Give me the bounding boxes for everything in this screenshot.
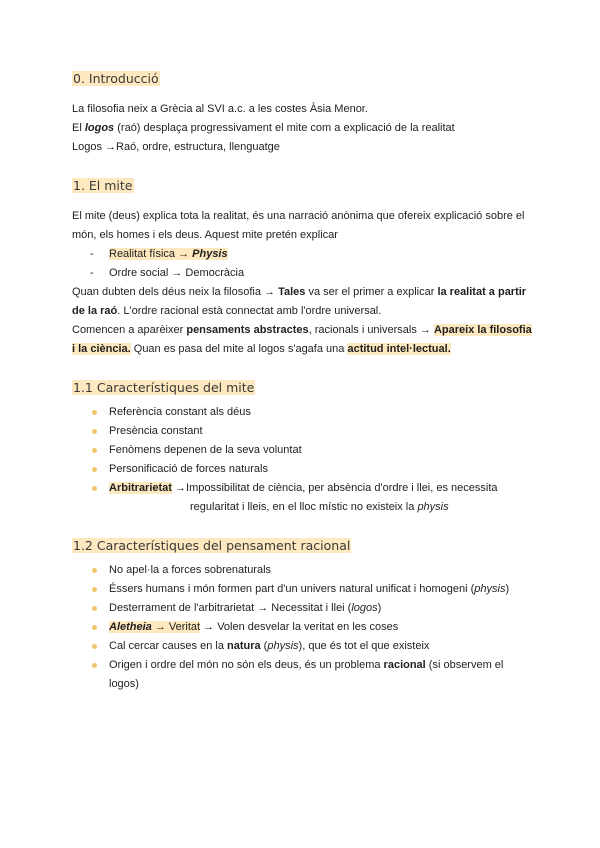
list-item: Referència constant als déus	[72, 403, 532, 422]
list-item: - Realitat física → Physis	[72, 245, 532, 264]
intro-line-1: La filosofia neix a Grècia al SVI a.c. a les costes Àsia Menor.	[72, 103, 368, 115]
arbitrarietat-continuation: regularitat i lleis, en el lloc místic no existeix la physis	[190, 501, 449, 513]
list-item: Fenòmens depenen de la seva voluntat	[72, 441, 532, 460]
section-1-1-title: 1.1 Característiques del mite	[73, 380, 255, 395]
list-item: Desterrament de l'arbitrarietat → Necessitat i llei (logos)	[72, 599, 532, 618]
list-item: Éssers humans i món formen part d'un univers natural unificat i homogeni (physis)	[72, 580, 532, 599]
list-item: Cal cercar causes en la natura (physis), que és tot el que existeix	[72, 637, 532, 656]
list-item: Origen i ordre del món no són els deus, és un problema racional (si observem el logos)	[72, 656, 532, 694]
list-item: Presència constant	[72, 422, 532, 441]
list-item: Personificació de forces naturals	[72, 460, 532, 479]
mite-paragraph-2: Quan dubten dels déus neix la filosofia → Tales va ser el primer a explicar la realitat a partir de la raó. L'ordre racional està connectat amb l'ordre universal.	[72, 286, 527, 317]
section-0-title: 0. Introducció	[73, 71, 159, 86]
list-item: Arbitrarietat →Impossibilitat de ciència, per absència d'ordre i llei, es necessita	[72, 479, 532, 498]
list-item: Aletheia → Veritat → Volen desvelar la veritat en les coses	[72, 618, 532, 637]
section-1-title: 1. El mite	[73, 178, 133, 193]
intro-line-3: Logos →Raó, ordre, estructura, llenguatge	[72, 141, 280, 153]
mite-characteristics-list	[72, 403, 532, 498]
racional-characteristics-list	[72, 561, 532, 694]
list-item: - Ordre social → Democràcia	[72, 264, 532, 283]
mite-paragraph-1: El mite (deus) explica tota la realitat, és una narració anònima que ofereix explicació sobre el món, els homes i els deus. Aquest mite pretén explicar	[72, 210, 525, 241]
mite-paragraph-3: Comencen a aparèixer pensaments abstractes, racionals i universals → Apareix la filosofia i la ciència. Quan es pasa del mite al logos s'agafa una actitud intel·lectual.	[72, 324, 532, 355]
intro-line-2: El logos (raó) desplaça progressivament el mite com a explicació de la realitat	[72, 122, 455, 134]
section-1-2-title: 1.2 Característiques del pensament racional	[73, 538, 351, 553]
mite-dash-list	[72, 245, 532, 283]
list-item: No apel·la a forces sobrenaturals	[72, 561, 532, 580]
document-page	[72, 70, 532, 694]
